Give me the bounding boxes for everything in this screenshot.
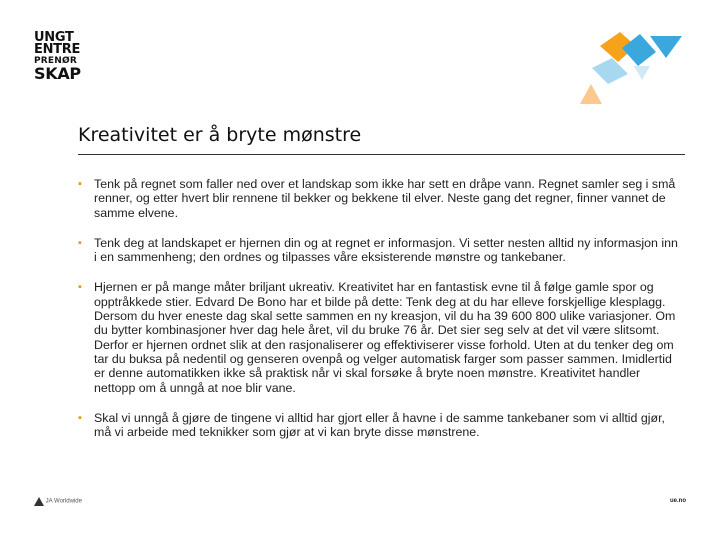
bullet-item	[78, 177, 683, 220]
bullet-text: Tenk deg at landskapet er hjernen din og at regnet er informasjon. Vi setter nesten alltid ny informasjon inn i en sammenheng; den ordnes og tilpasses våre eksisterende mønstre og tankebaner.	[94, 235, 678, 265]
page-title: Kreativitet er å bryte mønstre	[78, 124, 362, 146]
decorative-shapes-graphic	[578, 30, 688, 106]
bullet-marker-icon: ▪	[78, 178, 82, 190]
partner-triangle-icon	[34, 496, 44, 506]
bullet-text: Skal vi unngå å gjøre de tingene vi alltid har gjort eller å havne i de samme tankebaner som vi alltid gjør, må vi arbeide med teknikker som gjør at vi kan bryte disse mønstrene.	[94, 410, 665, 440]
partner-text: JA Worldwide	[45, 498, 82, 505]
shape-light-blue-diamond	[592, 58, 628, 84]
bullet-item	[78, 236, 683, 265]
shape-peach-triangle	[580, 84, 602, 104]
bullet-marker-icon: ▪	[78, 281, 82, 294]
bullet-text: Hjernen er på mange måter briljant ukreativ. Kreativitet har en fantastisk evne til å følge gamle spor og opptråkkede stier. Edvard De Bono har et bilde på dette: Tenk deg at du har elleve forskjellige klesplagg. Dersom du hver eneste dag skal sette sammen en ny kreasjon, vil du ha 39 600 800 ulike variasjoner. Om du bytter kombinasjoner hver dag hele året, vil du bruke 76 år. Det sier seg selv at det vil være slitsomt. Derfor er hjernen ordnet slik at den rasjonaliserer og effektiviserer visse forhold. Uten at du tenker deg om tar du buksa på nedentil og genseren ovenpå og velger automatisk farger som passer sammen. Imidlertid er denne automatikken ikke så praktisk når vi skal forsøke å bryte noen mønstre. Kreativitet handler nettopp om å unngå at noe blir vane.	[94, 280, 676, 395]
title-divider	[78, 154, 685, 155]
brand-logo	[34, 32, 94, 82]
logo-line-1: UNGT	[34, 30, 74, 45]
logo-line-4: SKAP	[34, 64, 81, 83]
bullet-item	[78, 280, 683, 394]
bullet-marker-icon: ▪	[78, 236, 82, 249]
bullet-marker-icon: ▪	[78, 411, 82, 424]
shape-small-light-triangle	[634, 66, 650, 80]
bullet-item	[78, 411, 683, 440]
bullet-list	[78, 177, 683, 455]
bullet-text: Tenk på regnet som faller ned over et landskap som ikke har sett en dråpe vann. Regnet samler seg i små renner, og etter hvert blir rennene til bekker og bekkene til elver. Neste gang det regner, finner vannet de samme elvene.	[94, 177, 676, 220]
footer-url: ue.no	[670, 498, 686, 504]
shape-blue-triangle	[650, 36, 682, 58]
logo-line-2: ENTRE	[34, 42, 81, 57]
logo-line-3: PRENØR	[34, 56, 77, 66]
partner-logo	[34, 496, 82, 506]
